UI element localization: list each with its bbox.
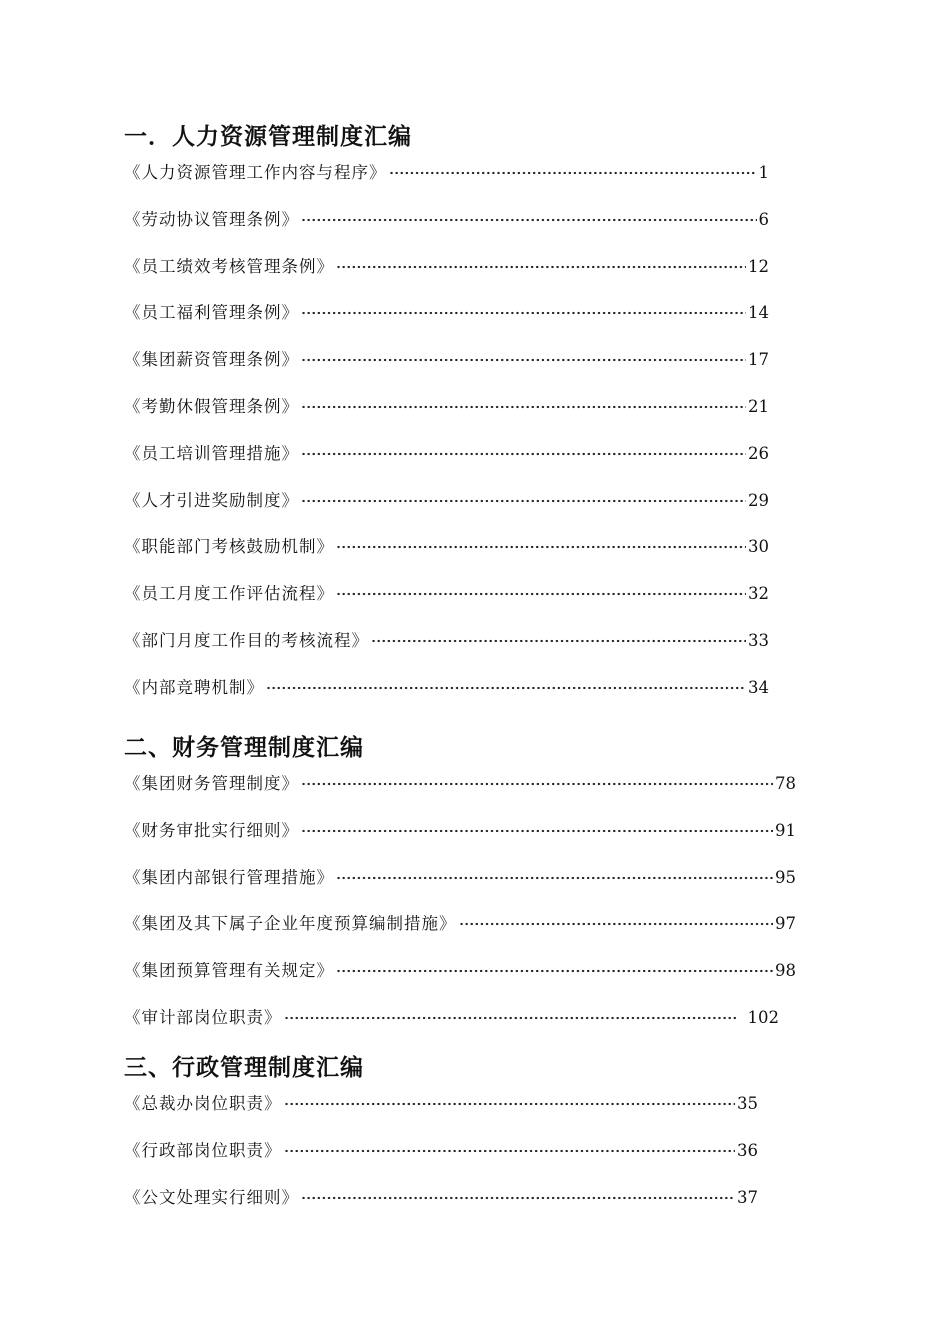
toc-entry-title: 《集团内部银行管理措施》	[124, 867, 334, 887]
dot-leader	[301, 1188, 735, 1200]
toc-page-number: 17	[748, 350, 769, 370]
toc-page-number: 98	[775, 961, 796, 981]
toc-page-number: 97	[775, 914, 796, 934]
toc-entry-title: 《集团财务管理制度》	[124, 774, 299, 793]
dot-leader	[336, 537, 746, 549]
toc-page-number: 6	[758, 209, 769, 229]
toc-page-number: 37	[737, 1187, 758, 1207]
section-hr	[124, 122, 769, 721]
toc-entry-title: 《行政部岗位职责》	[124, 1140, 282, 1160]
toc-entry-title: 《集团及其下属子企业年度预算编制措施》	[124, 914, 457, 934]
toc-page-number: 33	[748, 630, 769, 650]
dot-leader	[389, 163, 757, 175]
toc-entry[interactable]	[124, 627, 769, 674]
section-admin	[124, 1053, 758, 1230]
toc-entry-title: 《审计部岗位职责》	[124, 1007, 282, 1027]
toc-page-number: 36	[737, 1140, 758, 1160]
toc-entry-title: 《员工月度工作评估流程》	[124, 584, 334, 604]
toc-entry-title: 《考勤休假管理条例》	[124, 396, 299, 416]
dot-leader	[301, 821, 773, 833]
dot-leader	[301, 444, 746, 456]
section-title-finance: 二、财务管理制度汇编	[124, 734, 364, 761]
toc-list-hr	[124, 159, 769, 721]
toc-entry[interactable]	[124, 817, 796, 864]
toc-entry[interactable]	[124, 580, 769, 627]
toc-entry-title: 《集团预算管理有关规定》	[124, 961, 334, 981]
toc-entry[interactable]	[124, 1137, 758, 1184]
toc-entry-title: 《集团薪资管理条例》	[124, 350, 299, 370]
toc-page-number: 91	[775, 820, 796, 840]
toc-entry[interactable]	[124, 206, 769, 253]
toc-page-number: 34	[748, 677, 769, 697]
dot-leader	[301, 303, 746, 315]
toc-page-number: 35	[737, 1094, 758, 1113]
toc-entry-title: 《内部竞聘机制》	[124, 677, 264, 697]
toc-entry[interactable]	[124, 533, 769, 580]
dot-leader	[459, 914, 774, 926]
toc-page-number: 21	[748, 396, 769, 416]
toc-entry[interactable]	[124, 864, 796, 911]
toc-entry-title: 《部门月度工作目的考核流程》	[124, 630, 369, 650]
dot-leader	[284, 1141, 736, 1153]
toc-page-number: 30	[748, 537, 769, 557]
toc-entry[interactable]	[124, 1184, 758, 1231]
dot-leader	[301, 397, 746, 409]
toc-page-number: 26	[748, 443, 769, 463]
toc-entry-title: 《员工绩效考核管理条例》	[124, 256, 334, 276]
toc-entry-title: 《劳动协议管理条例》	[124, 209, 299, 229]
toc-entry[interactable]	[124, 393, 769, 440]
toc-entry-title: 《总裁办岗位职责》	[124, 1094, 282, 1113]
toc-entry[interactable]	[124, 299, 769, 346]
toc-entry-title: 《职能部门考核鼓励机制》	[124, 537, 334, 557]
toc-page-number: 1	[758, 163, 769, 182]
toc-list-admin	[124, 1090, 758, 1230]
toc-entry[interactable]	[124, 674, 769, 721]
toc-entry[interactable]	[124, 253, 769, 300]
toc-entry[interactable]	[124, 487, 769, 534]
toc-page-number: 95	[775, 867, 796, 887]
toc-entry[interactable]	[124, 159, 769, 206]
dot-leader	[371, 631, 746, 643]
toc-entry-title: 《员工福利管理条例》	[124, 303, 299, 323]
toc-entry[interactable]	[124, 1090, 758, 1137]
toc-entry[interactable]	[124, 346, 769, 393]
toc-page-number: 78	[775, 774, 796, 793]
toc-entry-title: 《公文处理实行细则》	[124, 1187, 299, 1207]
toc-page-number: 32	[748, 584, 769, 604]
toc-page-number: 29	[748, 490, 769, 510]
dot-leader	[301, 491, 746, 503]
dot-leader	[336, 584, 746, 596]
dot-leader	[301, 350, 746, 362]
toc-page-number: 102	[747, 1007, 779, 1027]
toc-entry-title: 《员工培训管理措施》	[124, 443, 299, 463]
section-title-admin: 三、行政管理制度汇编	[124, 1054, 364, 1081]
dot-leader	[336, 257, 746, 269]
toc-page-number: 14	[748, 303, 769, 323]
dot-leader	[301, 210, 757, 222]
toc-entry[interactable]	[124, 1004, 796, 1051]
toc-entry-title: 《财务审批实行细则》	[124, 820, 299, 840]
toc-entry-title: 《人力资源管理工作内容与程序》	[124, 163, 387, 182]
dot-leader	[301, 774, 773, 786]
toc-entry-title: 《人才引进奖励制度》	[124, 490, 299, 510]
toc-list-finance	[124, 770, 796, 1051]
dot-leader	[336, 868, 773, 880]
toc-entry[interactable]	[124, 770, 796, 817]
dot-leader	[336, 961, 773, 973]
section-finance	[124, 733, 796, 1051]
toc-entry[interactable]	[124, 440, 769, 487]
toc-entry[interactable]	[124, 910, 796, 957]
dot-leader	[284, 1008, 736, 1020]
toc-entry[interactable]	[124, 957, 796, 1004]
dot-leader	[266, 678, 746, 690]
dot-leader	[284, 1094, 736, 1106]
section-title-hr: 一．人力资源管理制度汇编	[124, 123, 412, 150]
toc-page-number: 12	[748, 256, 769, 276]
